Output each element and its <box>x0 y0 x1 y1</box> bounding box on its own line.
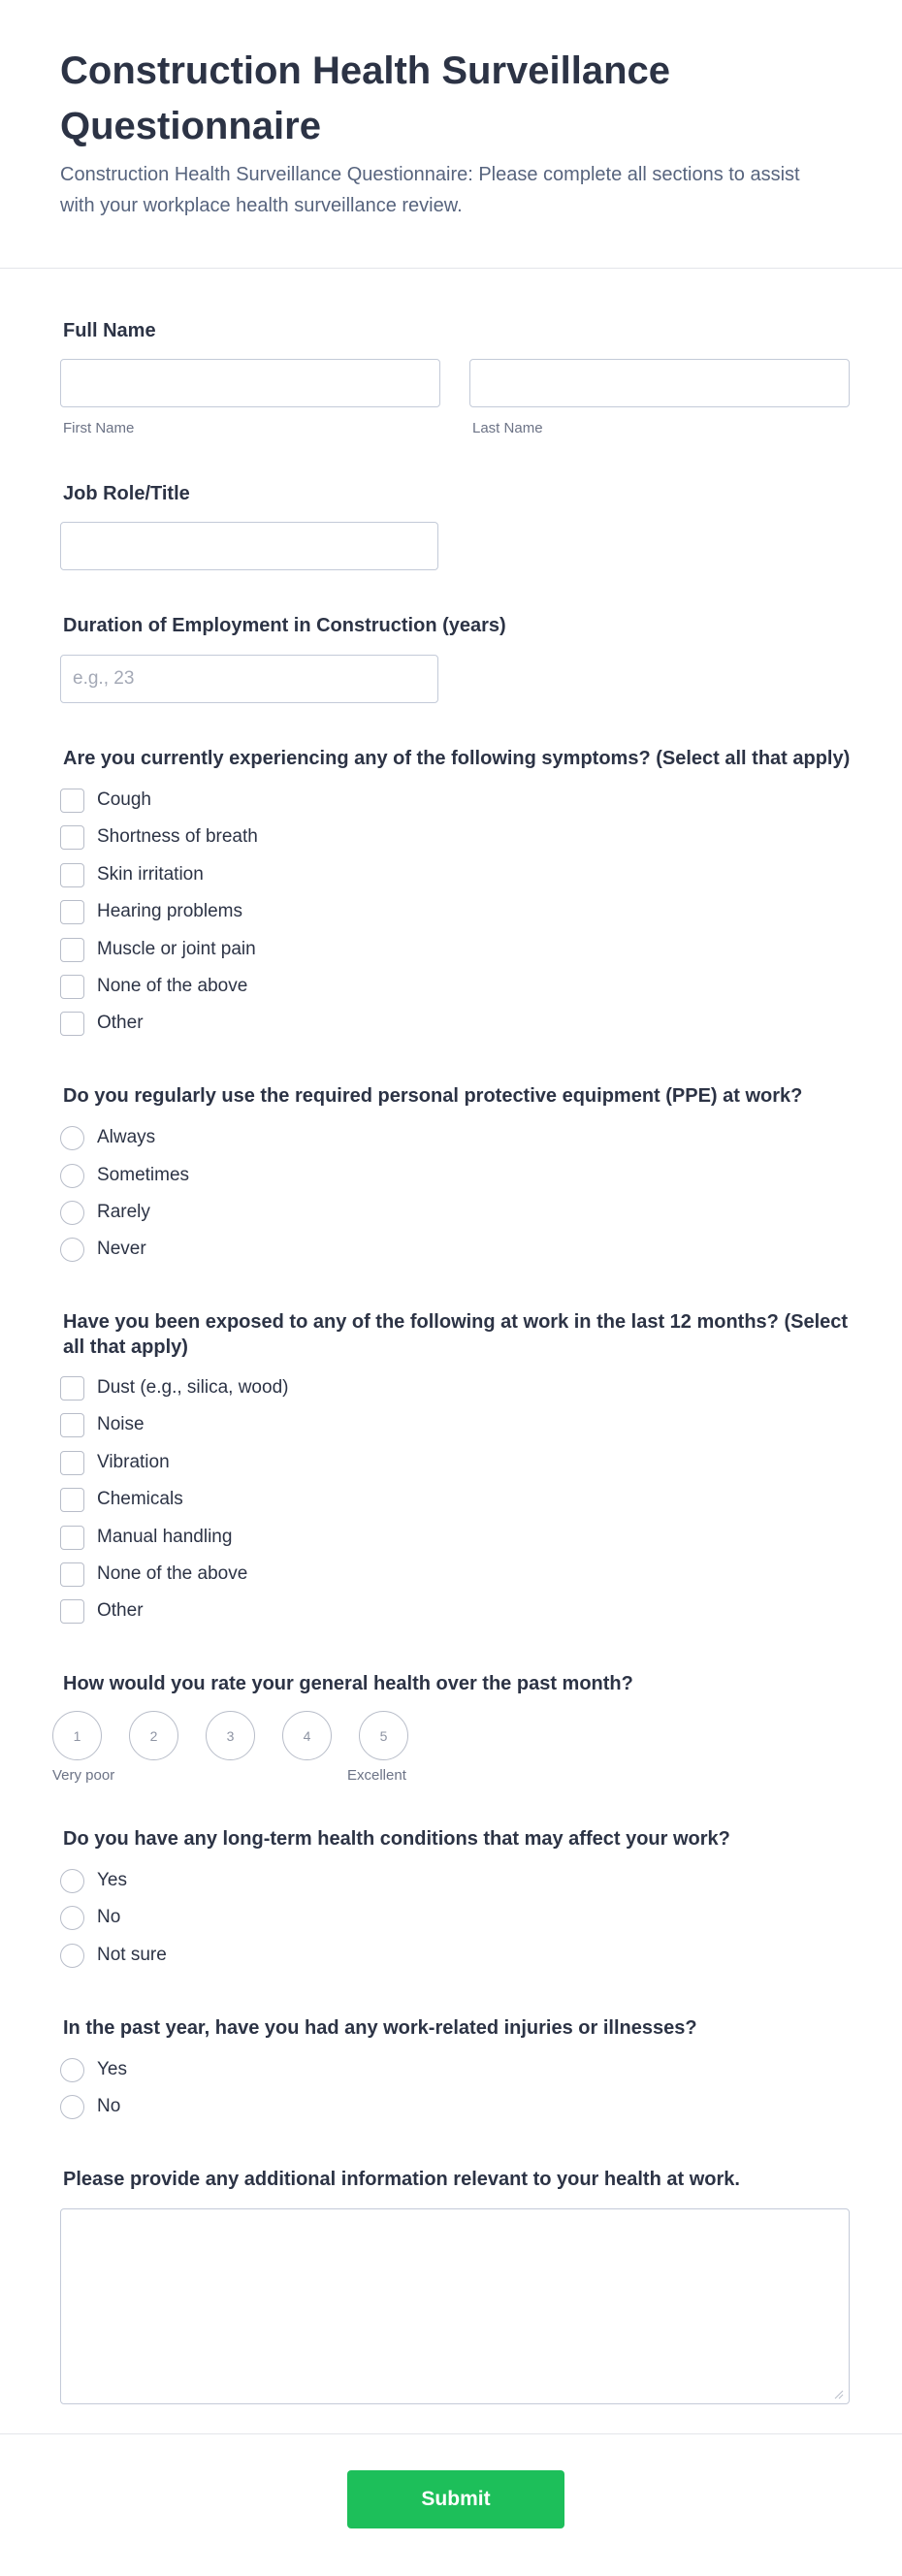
submit-button[interactable]: Submit <box>347 2470 564 2528</box>
symptom-option-shortness-of-breath[interactable] <box>60 822 258 852</box>
option-label: Never <box>97 1239 146 1259</box>
checkbox[interactable] <box>60 900 84 924</box>
option-label: Yes <box>97 2059 127 2079</box>
option-label: Noise <box>97 1414 145 1434</box>
checkbox[interactable] <box>60 1488 84 1512</box>
radio-button[interactable] <box>60 1238 84 1262</box>
ppe-option-rarely[interactable] <box>60 1198 150 1227</box>
rating-option-1[interactable]: 1 <box>52 1711 102 1760</box>
rating-option-2[interactable]: 2 <box>129 1711 178 1760</box>
exposure-option-none[interactable] <box>60 1560 247 1589</box>
checkbox[interactable] <box>60 1599 84 1624</box>
page-subtitle: Construction Health Surveillance Questionnaire: Please complete all sections to assist with your workplace health surveillance review. <box>60 164 800 216</box>
option-label: Other <box>97 1600 144 1621</box>
option-label: Shortness of breath <box>97 826 258 847</box>
exposure-option-manual-handling[interactable] <box>60 1523 232 1552</box>
option-label: Skin irritation <box>97 864 204 885</box>
symptom-option-none[interactable] <box>60 972 247 1001</box>
checkbox[interactable] <box>60 1012 84 1036</box>
exposure-option-vibration[interactable] <box>60 1448 170 1477</box>
resize-grip-icon[interactable] <box>832 2388 844 2399</box>
rating-option-3[interactable]: 3 <box>206 1711 255 1760</box>
ppe-label: Do you regularly use the required personal protective equipment (PPE) at work? <box>63 1085 803 1107</box>
radio-button[interactable] <box>60 1126 84 1150</box>
checkbox[interactable] <box>60 1451 84 1475</box>
checkbox[interactable] <box>60 1526 84 1550</box>
radio-button[interactable] <box>60 2058 84 2082</box>
option-label: None of the above <box>97 976 248 996</box>
checkbox[interactable] <box>60 1376 84 1401</box>
job-role-input[interactable] <box>60 522 438 570</box>
long-term-option-yes[interactable] <box>60 1866 127 1895</box>
last-name-input[interactable] <box>469 359 850 407</box>
first-name-input[interactable] <box>60 359 440 407</box>
option-label: No <box>97 2096 121 2116</box>
radio-button[interactable] <box>60 1944 84 1968</box>
job-role-label: Job Role/Title <box>63 483 190 504</box>
option-label: Cough <box>97 789 151 810</box>
first-name-sublabel: First Name <box>63 420 135 436</box>
radio-button[interactable] <box>60 1201 84 1225</box>
rating-min-label: Very poor <box>52 1767 115 1784</box>
injuries-label: In the past year, have you had any work-related injuries or illnesses? <box>63 2017 697 2039</box>
option-label: Always <box>97 1127 156 1147</box>
exposure-option-dust[interactable] <box>60 1373 288 1402</box>
checkbox[interactable] <box>60 863 84 887</box>
checkbox[interactable] <box>60 975 84 999</box>
option-label: No <box>97 1907 121 1927</box>
additional-info-label: Please provide any additional information relevant to your health at work. <box>63 2169 740 2190</box>
rating-option-4[interactable]: 4 <box>282 1711 332 1760</box>
long-term-label: Do you have any long-term health conditions that may affect your work? <box>63 1828 730 1850</box>
option-label: Rarely <box>97 1202 150 1222</box>
radio-button[interactable] <box>60 1164 84 1188</box>
page-title: Construction Health Surveillance Questionnaire <box>60 49 671 147</box>
exposure-label: Have you been exposed to any of the following at work in the last 12 months? (Select all that apply) <box>63 1311 849 1358</box>
rating-max-label: Excellent <box>347 1767 406 1784</box>
footer-divider <box>0 2433 902 2434</box>
checkbox[interactable] <box>60 938 84 962</box>
exposure-option-other[interactable] <box>60 1596 144 1626</box>
checkbox[interactable] <box>60 789 84 813</box>
symptom-option-muscle-joint-pain[interactable] <box>60 935 256 964</box>
symptoms-label: Are you currently experiencing any of the following symptoms? (Select all that apply) <box>63 748 851 769</box>
option-label: Other <box>97 1013 144 1033</box>
injuries-option-no[interactable] <box>60 2092 120 2121</box>
last-name-sublabel: Last Name <box>472 420 543 436</box>
checkbox[interactable] <box>60 1413 84 1437</box>
ppe-option-never[interactable] <box>60 1235 146 1264</box>
checkbox[interactable] <box>60 1562 84 1587</box>
option-label: Vibration <box>97 1452 170 1472</box>
option-label: Hearing problems <box>97 901 242 921</box>
ppe-option-sometimes[interactable] <box>60 1161 189 1190</box>
rating-option-5[interactable]: 5 <box>359 1711 408 1760</box>
radio-button[interactable] <box>60 1906 84 1930</box>
full-name-label: Full Name <box>63 320 156 341</box>
option-label: Manual handling <box>97 1527 233 1547</box>
form-header <box>0 0 902 269</box>
exposure-option-chemicals[interactable] <box>60 1485 183 1514</box>
symptom-option-skin-irritation[interactable] <box>60 860 204 889</box>
health-rating-label: How would you rate your general health over the past month? <box>63 1673 633 1694</box>
duration-input[interactable] <box>60 655 438 703</box>
symptom-option-other[interactable] <box>60 1009 144 1038</box>
exposure-option-noise[interactable] <box>60 1410 145 1439</box>
option-label: Yes <box>97 1870 127 1890</box>
symptom-option-hearing-problems[interactable] <box>60 897 242 926</box>
radio-button[interactable] <box>60 2095 84 2119</box>
ppe-option-always[interactable] <box>60 1123 155 1152</box>
additional-info-textarea[interactable] <box>60 2208 850 2404</box>
checkbox[interactable] <box>60 825 84 850</box>
radio-button[interactable] <box>60 1869 84 1893</box>
injuries-option-yes[interactable] <box>60 2055 127 2084</box>
option-label: Chemicals <box>97 1489 183 1509</box>
option-label: None of the above <box>97 1563 248 1584</box>
option-label: Muscle or joint pain <box>97 939 256 959</box>
option-label: Not sure <box>97 1945 167 1965</box>
option-label: Sometimes <box>97 1165 190 1185</box>
long-term-option-no[interactable] <box>60 1903 120 1932</box>
long-term-option-not-sure[interactable] <box>60 1941 167 1970</box>
duration-label: Duration of Employment in Construction (years) <box>63 615 506 636</box>
symptom-option-cough[interactable] <box>60 786 151 815</box>
option-label: Dust (e.g., silica, wood) <box>97 1377 289 1398</box>
